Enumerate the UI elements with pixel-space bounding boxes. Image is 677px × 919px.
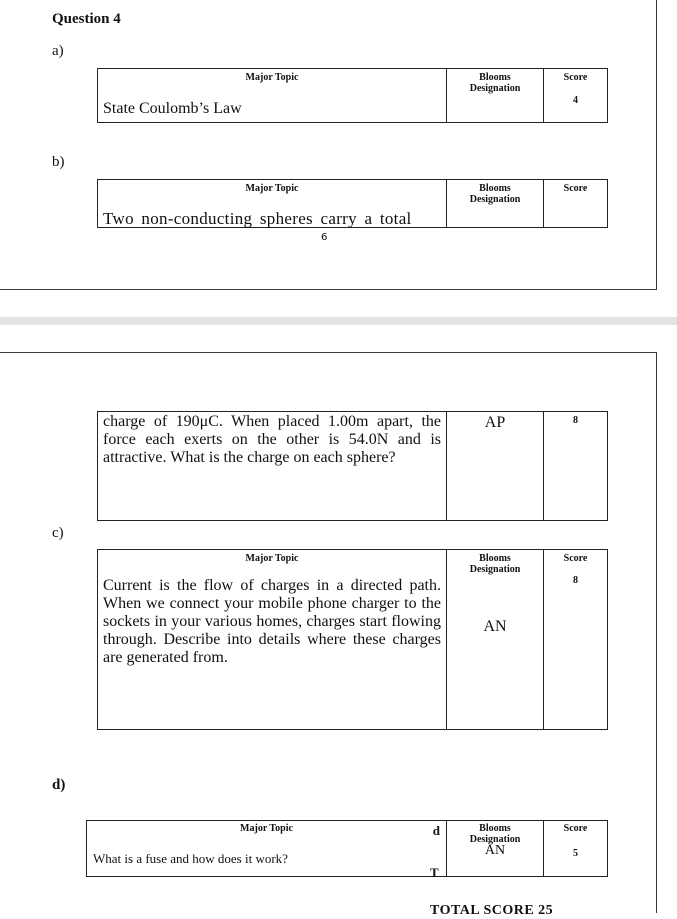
part-b-label: b) — [52, 154, 65, 170]
blooms-header: Blooms Designation — [469, 72, 521, 94]
part-b-blooms: AP — [484, 414, 506, 431]
part-b-table-continued — [97, 411, 608, 521]
part-d-table — [86, 820, 608, 877]
major-topic-header: Major Topic — [245, 183, 299, 194]
part-c-score-cell — [544, 550, 608, 730]
blooms-header: Blooms Designation — [469, 823, 521, 845]
document-page-1 — [0, 0, 657, 290]
part-b-continued-score-cell — [544, 412, 608, 521]
part-b-question-text-continued: charge of 190μC. When placed 1.00m apart, the force each exerts on the other is 54.0N and is attractive. What is the charge on each sphere? — [103, 413, 441, 466]
part-c-table — [97, 549, 608, 730]
part-c-label: c) — [52, 525, 64, 541]
part-c-question-text: Current is the flow of charges in a directed path. When we connect your mobile phone charger to the sockets in your various homes, charges start flowing through. Describe into details where these charges are generated from. — [103, 577, 441, 666]
part-b-topic-cell — [98, 180, 447, 228]
part-c-blooms: AN — [483, 618, 507, 635]
blooms-header: Blooms Designation — [469, 183, 521, 205]
question-title: Question 4 — [52, 11, 121, 27]
part-c-blooms-cell — [447, 550, 544, 730]
score-header: Score — [563, 823, 588, 834]
part-a-table — [97, 68, 608, 123]
part-b-continued-topic-cell — [98, 412, 447, 521]
part-a-score: 4 — [573, 95, 578, 106]
part-d-score-cell — [544, 821, 608, 877]
stray-letter-d: d — [432, 823, 440, 838]
part-b-score: 8 — [573, 415, 578, 426]
part-b-score-cell — [544, 180, 608, 228]
major-topic-header: Major Topic — [245, 553, 299, 564]
part-a-score-cell — [544, 69, 608, 123]
total-score: TOTAL SCORE 25 — [430, 903, 554, 918]
major-topic-header: Major Topic — [240, 823, 293, 834]
part-d-score: 5 — [573, 848, 578, 859]
stray-letter-t: T — [430, 865, 439, 880]
part-d-label: d) — [52, 777, 66, 793]
part-a-label: a) — [52, 43, 64, 59]
part-b-continued-blooms-cell — [447, 412, 544, 521]
document-page-2 — [0, 352, 657, 918]
part-c-score: 8 — [573, 575, 578, 586]
part-d-question-text: What is a fuse and how does it work? — [93, 851, 288, 866]
score-header: Score — [563, 72, 588, 83]
part-a-question-text: State Coulomb’s Law — [103, 100, 242, 117]
part-d-topic-cell — [87, 821, 447, 877]
major-topic-header: Major Topic — [245, 72, 299, 83]
page-number: 6 — [321, 232, 328, 243]
part-b-table-start — [97, 179, 608, 228]
part-b-question-text-start: Two non-conducting spheres carry a total — [103, 209, 412, 228]
part-a-blooms-cell — [447, 69, 544, 123]
score-header: Score — [563, 183, 588, 194]
page-separator-band — [0, 317, 677, 325]
part-a-topic-cell — [98, 69, 447, 123]
part-c-topic-cell — [98, 550, 447, 730]
part-d-blooms-cell — [447, 821, 544, 877]
score-header: Score — [563, 553, 588, 564]
part-d-blooms: AN — [484, 843, 506, 858]
blooms-header: Blooms Designation — [469, 553, 521, 575]
part-b-blooms-cell — [447, 180, 544, 228]
page-gap — [0, 290, 677, 352]
